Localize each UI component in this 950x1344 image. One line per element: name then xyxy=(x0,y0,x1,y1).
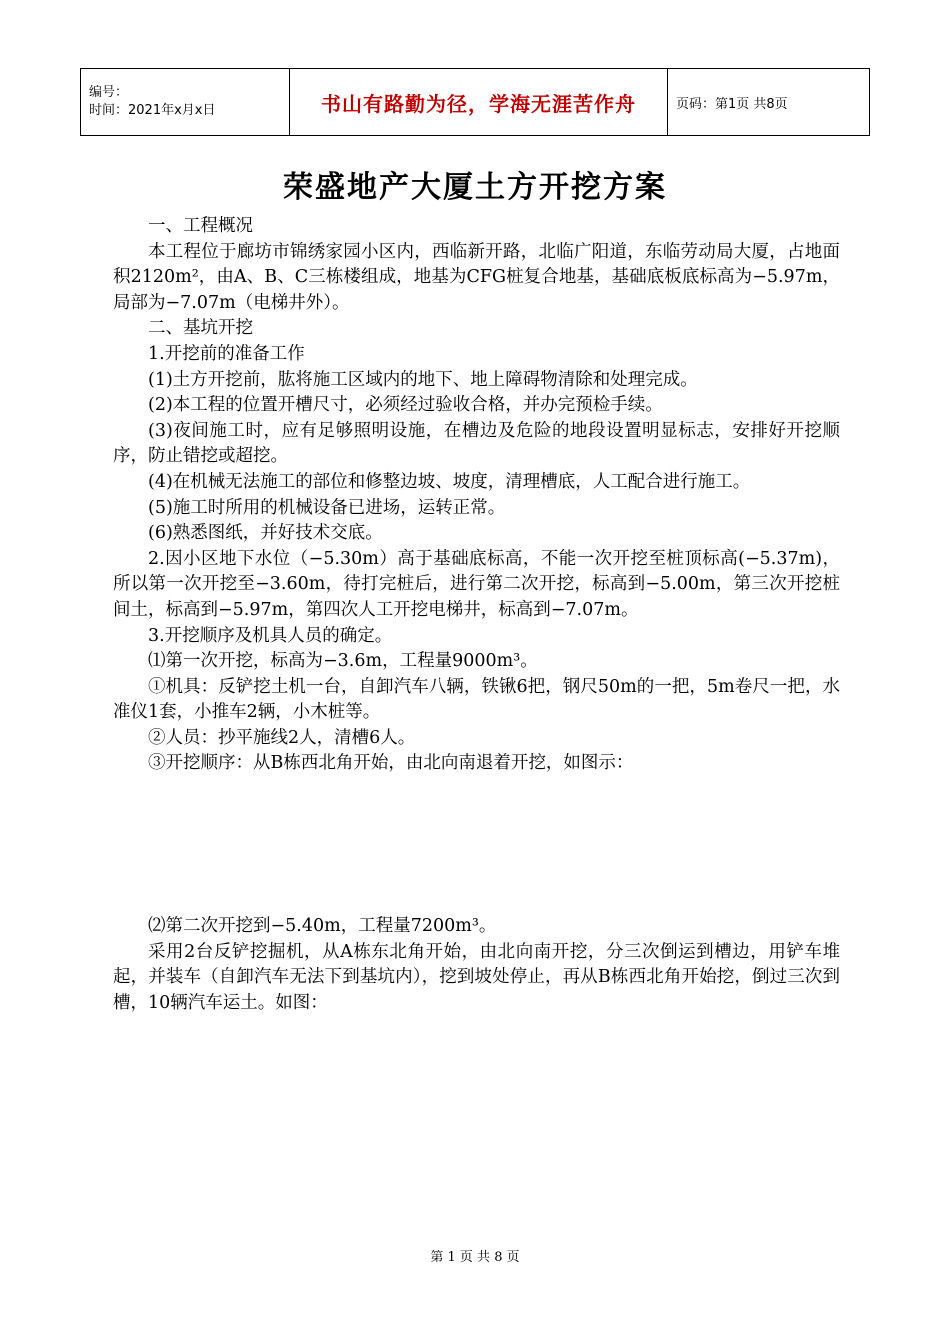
document-body xyxy=(113,214,840,1016)
list-item: ①机具：反铲挖土机一台，自卸汽车八辆，铁锹6把，钢尺50m的一把，5m卷尺一把，水准仪1套，小推车2辆，小木桩等。 xyxy=(113,676,840,723)
header-info-cell xyxy=(81,69,290,136)
list-item: ⑴第一次开挖，标高为−3.6m，工程量9000m³。 xyxy=(148,651,538,672)
page-footer: 第 1 页 共 8 页 xyxy=(430,1250,520,1265)
sub-heading: 3.开挖顺序及机具人员的确定。 xyxy=(148,625,393,646)
list-item: ③开挖顺序：从B栋西北角开始，由北向南退着开挖，如图示： xyxy=(148,753,634,774)
section-heading-excavation: 二、基坑开挖 xyxy=(148,318,253,339)
list-item: (4)在机械无法施工的部位和修整边坡、坡度，清理槽底，人工配合进行施工。 xyxy=(148,471,751,492)
header-table xyxy=(80,68,870,136)
body-paragraph: 本工程位于廊坊市锦绣家园小区内，西临新开路，北临广阳道，东临劳动局大厦，占地面积2120m²，由A、B、C三栋楼组成，地基为CFG桩复合地基，基础底板底标高为−5.97m，局部为−7.07m（电梯井外）。 xyxy=(113,241,840,313)
body-paragraph: 采用2台反铲挖掘机，从A栋东北角开始，由北向南开挖，分三次倒运到槽边，用铲车堆起，并装车（自卸汽车无法下到基坑内），挖到坡处停止，再从B栋西北角开始挖，倒过三次到槽，10辆汽车运土。如图： xyxy=(113,941,840,1013)
section-heading-overview: 一、工程概况 xyxy=(148,216,253,236)
header-motto: 书山有路勤为径，学海无涯苦作舟 xyxy=(290,69,668,136)
header-page-label: 页码：第1页 共8页 xyxy=(668,69,870,136)
list-item: (6)熟悉图纸，并好技术交底。 xyxy=(148,523,383,544)
body-paragraph: 2.因小区地下水位（−5.30m）高于基础底标高，不能一次开挖至桩顶标高(−5.37m)，所以第一次开挖至−3.60m，待打完桩后，进行第二次开挖，标高到−5.00m，第三次开挖桩间土，标高到−5.97m，第四次人工开挖电梯井，标高到−7.07m。 xyxy=(113,548,840,620)
list-item: ⑵第二次开挖到−5.40m，工程量7200m³。 xyxy=(148,916,497,937)
list-item: ②人员：抄平施线2人，清槽6人。 xyxy=(148,727,416,748)
list-item: (1)土方开挖前，肱将施工区域内的地下、地上障碍物清除和处理完成。 xyxy=(148,369,698,390)
list-item: (3)夜间施工时，应有足够照明设施，在槽边及危险的地段设置明显标志，安排好开挖顺序，防止错挖或超挖。 xyxy=(113,420,840,467)
list-item: (2)本工程的位置开槽尺寸，必须经过验收合格，并办完预检手续。 xyxy=(148,395,663,416)
sub-heading: 1.开挖前的准备工作 xyxy=(148,343,305,364)
figure-placeholder xyxy=(113,777,840,914)
document-number-label: 编号： xyxy=(89,85,129,100)
document-title: 荣盛地产大厦土方开挖方案 xyxy=(283,170,667,205)
document-date-label: 时间：2021年x月x日 xyxy=(89,103,216,118)
list-item: (5)施工时所用的机械设备已进场，运转正常。 xyxy=(148,497,506,518)
